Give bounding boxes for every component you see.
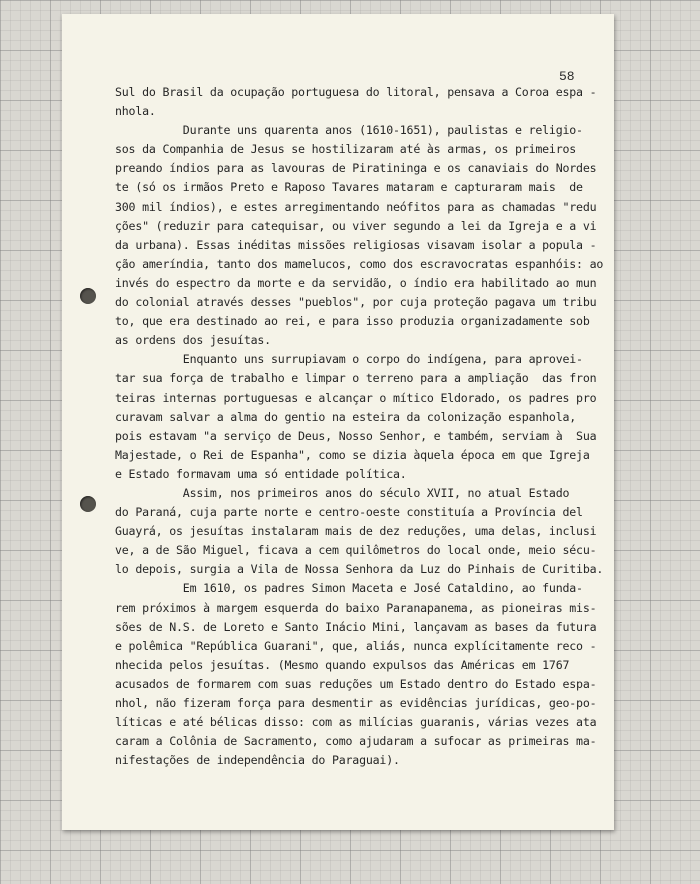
text-line: ve, a de São Miguel, ficava a cem quilômetros do local onde, meio sécu- [115, 543, 597, 558]
text-line: do colonial através desses "pueblos", por cuja proteção pagava um tribu [115, 295, 597, 310]
punch-hole-lower [80, 496, 96, 512]
text-line: ções" (reduzir para catequisar, ou viver segundo a lei da Igreja e a vi [115, 218, 597, 233]
text-line: Majestade, o Rei de Espanha", como se dizia àquela época em que Igreja [115, 447, 590, 462]
text-line: nifestações de independência do Paraguai). [115, 753, 400, 768]
text-line: sões de N.S. de Loreto e Santo Inácio Mini, lançavam as bases da futura [115, 619, 597, 634]
text-line: as ordens dos jesuítas. [115, 333, 271, 348]
text-line: sos da Companhia de Jesus se hostilizaram até às armas, os primeiros [115, 142, 577, 157]
text-line: nhol, não fizeram força para desmentir as evidências jurídicas, geo-po- [115, 696, 597, 710]
text-line: preando índios para as lavouras de Piratininga e os canaviais do Nordes [115, 161, 597, 176]
text-line: curavam salvar a alma do gentio na esteira da colonização espanhola, [115, 409, 577, 424]
page-number: 58 [559, 69, 575, 84]
text-line: nhola. [115, 104, 156, 119]
text-line: do Paraná, cuja parte norte e centro-oeste constituía a Província del [115, 505, 583, 520]
text-line: rem próximos à margem esquerda do baixo Paranapanema, as pioneiras mis- [115, 600, 597, 615]
text-line: te (só os irmãos Preto e Raposo Tavares mataram e capturaram mais de [115, 180, 583, 195]
text-line: invés do espectro da morte e da servidão, o índio era habilitado ao mun [115, 275, 597, 290]
text-line: Sul do Brasil da ocupação portuguesa do litoral, pensava a Coroa espa - [115, 85, 597, 99]
text-line: e polêmica "República Guarani", que, aliás, nunca explícitamente reco - [115, 638, 597, 653]
text-line: Durante uns quarenta anos (1610-1651), paulistas e religio- [115, 123, 583, 138]
punch-hole-upper [80, 288, 96, 304]
text-line: acusados de formarem com suas reduções um Estado dentro do Estado espa- [115, 676, 597, 691]
text-line: ção ameríndia, tanto dos mamelucos, como dos escravocratas espanhóis: ao [115, 256, 604, 271]
text-line: to, que era destinado ao rei, e para isso produzia organizadamente sob [115, 314, 590, 329]
text-line: Em 1610, os padres Simon Maceta e José Cataldino, ao funda- [115, 581, 583, 596]
text-line: Guayrá, os jesuítas instalaram mais de dez reduções, uma delas, inclusi [115, 524, 597, 539]
text-line: Assim, nos primeiros anos do século XVII, no atual Estado [115, 485, 570, 500]
text-line: da urbana). Essas inéditas missões religiosas visavam isolar a popula - [115, 237, 597, 252]
text-line: líticas e até bélicas disso: com as milícias guaranis, várias vezes ata [115, 715, 597, 730]
text-line: 300 mil índios), e estes arregimentando neófitos para as chamadas "redu [115, 199, 597, 214]
typewritten-page [62, 14, 614, 830]
text-line: teiras internas portuguesas e alcançar o mítico Eldorado, os padres pro [115, 390, 597, 405]
text-line: nhecida pelos jesuítas. (Mesmo quando expulsos das Américas em 1767 [115, 657, 570, 672]
text-line: caram a Colônia de Sacramento, como ajudaram a sufocar as primeiras ma- [115, 734, 597, 749]
text-line: tar sua força de trabalho e limpar o terreno para a ampliação das fron [115, 371, 597, 386]
text-line: pois estavam "a serviço de Deus, Nosso Senhor, e também, serviam à Sua [115, 428, 597, 443]
text-line: e Estado formavam uma só entidade política. [115, 466, 407, 481]
text-line: lo depois, surgia a Vila de Nossa Senhora da Luz do Pinhais de Curitiba. [115, 562, 604, 577]
body-text [115, 83, 603, 770]
text-line: Enquanto uns surrupiavam o corpo do indígena, para aprovei- [115, 352, 583, 367]
